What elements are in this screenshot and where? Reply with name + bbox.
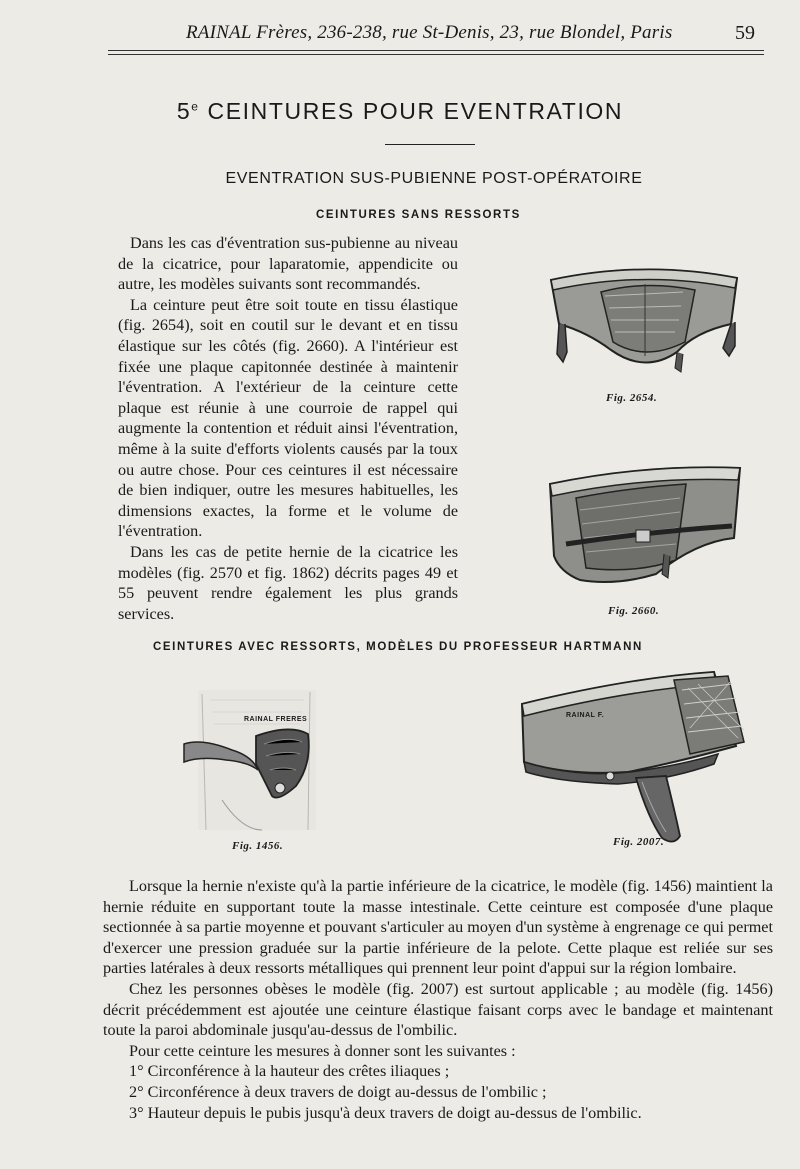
caption-fig-2007: Fig. 2007.: [613, 836, 665, 848]
header-rule-bottom: [108, 54, 764, 55]
figure-1456-label: RAINAL FRERES: [244, 716, 308, 723]
page-number: 59: [735, 22, 755, 44]
measure-item: 2° Circonférence à deux travers de doigt au-dessus de l'ombilic ;: [129, 1082, 547, 1101]
figure-1456-truss: [182, 690, 332, 838]
caption-fig-2660: Fig. 2660.: [608, 605, 660, 617]
caption-fig-2654: Fig. 2654.: [606, 392, 658, 404]
text-column-left: [118, 233, 458, 624]
paragraph: Chez les personnes obèses le modèle (fig. 2007) est surtout applicable ; au modèle (fig. 1456) décrit précédemment est ajoutée une ceinture élastique faisant corps avec le bandage et maintenant toute la paroi abdominale jusqu'au-dessus de l'ombilic.: [103, 979, 773, 1040]
figure-2007-belt: [518, 668, 750, 846]
section-number-suffix: e: [191, 99, 200, 114]
section-title: [0, 98, 800, 125]
figure-2654-belt: [545, 262, 745, 387]
section-title-text: CEINTURES POUR EVENTRATION: [207, 98, 624, 124]
paragraph: Dans les cas de petite hernie de la cicatrice les modèles (fig. 2570 et fig. 1862) décrits pages 49 et 55 peuvent rendre également les plus grands services.: [118, 542, 458, 623]
section-number: 5: [176, 98, 192, 124]
subsection-title: EVENTRATION SUS-PUBIENNE POST-OPÉRATOIRE: [225, 170, 643, 187]
figure-2660-belt: [546, 462, 744, 590]
caption-fig-1456: Fig. 1456.: [232, 840, 284, 852]
paragraph: La ceinture peut être soit toute en tissu élastique (fig. 2654), soit en coutil sur le devant et en tissu élastique sur les côtés (fig. 2660). A l'intérieur est fixée une plaque capitonnée destinée à maintenir l'éventration. A l'extérieur de la ceinture cette plaque est réunie à une courroie de rappel qui augmente la contention et réduit ainsi l'éventration, même à la suite d'efforts violents causés par la toux ou autre chose. Pour ces ceintures il est nécessaire de bien indiquer, outre les mesures habituelles, les dimensions exactes, la forme et le volume de l'éventration.: [118, 295, 458, 541]
show-through-texture: [470, 440, 480, 474]
running-header: [0, 20, 800, 50]
heading-sans-ressorts: CEINTURES SANS RESSORTS: [316, 209, 521, 221]
paragraph: Dans les cas d'éventration sus-pubienne au niveau de la cicatrice, pour laparatomie, appendicite ou autre, les modèles suivants sont recommandés.: [118, 234, 458, 294]
figure-2007-label: RAINAL F.: [566, 712, 605, 719]
running-title: RAINAL Frères, 236-238, rue St-Denis, 23, rue Blondel, Paris: [186, 22, 673, 43]
measure-item: 3° Hauteur depuis le pubis jusqu'à deux travers de doigt au-dessus de l'ombilic.: [129, 1103, 642, 1122]
header-rule-top: [108, 50, 764, 51]
text-bottom: [103, 876, 773, 1123]
measure-item: 1° Circonférence à la hauteur des crêtes iliaques ;: [129, 1062, 450, 1081]
title-rule: [385, 144, 475, 145]
paragraph: Lorsque la hernie n'existe qu'à la partie inférieure de la cicatrice, le modèle (fig. 1456) maintient la hernie réduite en supportant toute la masse intestinale. Cette ceinture est composée d'une plaque sectionnée à sa partie moyenne et pouvant s'articuler au moyen d'un système à engrenage ce qui permet d'exercer une pression graduée sur la partie inférieure de la pelote. Cette plaque est reliée sur ses parties latérales à deux ressorts métalliques qui prennent leur point d'appui sur la région lombaire.: [103, 877, 773, 978]
heading-avec-ressorts: CEINTURES AVEC RESSORTS, MODÈLES DU PROFESSEUR HARTMANN: [153, 641, 643, 653]
paragraph: Pour cette ceinture les mesures à donner sont les suivantes :: [129, 1041, 516, 1060]
